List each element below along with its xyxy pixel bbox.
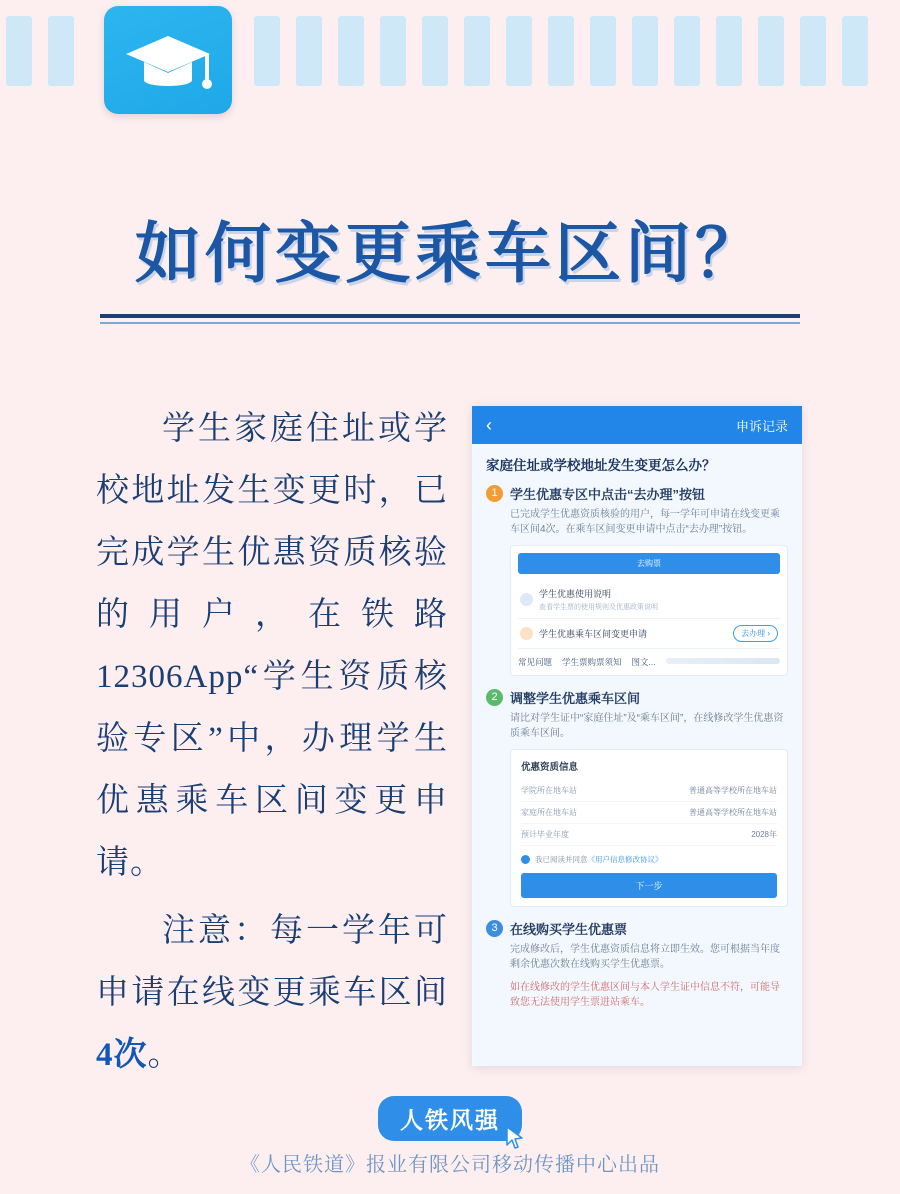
step-title: 调整学生优惠乘车区间 (510, 691, 641, 706)
app-logo (104, 6, 232, 114)
stripe (254, 16, 280, 86)
placeholder-line (666, 658, 780, 664)
stripe (590, 16, 616, 86)
stripe (338, 16, 364, 86)
stripe (674, 16, 700, 86)
stripe (842, 16, 868, 86)
divider-thick (100, 314, 800, 318)
row-subtitle: 查看学生票的使用规则及优惠政策说明 (539, 604, 658, 611)
step-number: 3 (486, 920, 503, 937)
stripe (800, 16, 826, 86)
tab-faq[interactable]: 常见问题 (518, 657, 553, 667)
body-paragraph-1: 学生家庭住址或学校地址发生变更时，已完成学生优惠资质核验的用户，在铁路12306App“学生资质核验专区”中，办理学生优惠乘车区间变更申请。 (96, 411, 448, 881)
phone-header (472, 406, 802, 444)
stripe (464, 16, 490, 86)
title-divider (100, 314, 800, 324)
page-title: 如何变更乘车区间？ (135, 218, 765, 291)
qualification-info-title: 优惠资质信息 (521, 762, 579, 773)
graduation-cap-icon (104, 6, 232, 114)
stripe (422, 16, 448, 86)
phone-screenshot (472, 406, 802, 1066)
note-suffix: 。 (147, 1037, 182, 1073)
list-item[interactable] (518, 581, 780, 619)
stripe (48, 16, 74, 86)
checkbox-icon[interactable] (521, 855, 530, 864)
stripe (632, 16, 658, 86)
stripe (758, 16, 784, 86)
inline-screenshot-2 (510, 749, 788, 907)
stripe (716, 16, 742, 86)
buy-ticket-button[interactable]: 去购票 (518, 553, 780, 574)
question-title: 家庭住址或学校地址发生变更怎么办？ (486, 458, 716, 473)
step-title: 学生优惠专区中点击“去办理”按钮 (510, 487, 706, 502)
brand-badge (378, 1096, 522, 1141)
field-row (521, 802, 777, 824)
brand-badge-label: 人铁风强 (400, 1108, 500, 1133)
field-value: 普通高等学校所在地车站 (689, 786, 777, 795)
appeal-record-link[interactable]: 申诉记录 (735, 418, 788, 434)
step-item (486, 484, 788, 503)
field-value: 普通高等学校所在地车站 (689, 808, 777, 817)
agreement-link[interactable]: 《用户信息修改协议》 (587, 855, 663, 864)
list-item[interactable] (518, 619, 780, 649)
stripe (6, 16, 32, 86)
field-value: 2028年 (751, 830, 777, 839)
phone-body (472, 444, 802, 1066)
go-handle-button[interactable]: 去办理 › (733, 625, 778, 642)
step-warning: 如在线修改的学生优惠区间与本人学生证中信息不符，可能导致您无法使用学生票进站乘车。 (510, 982, 780, 1008)
stripe (548, 16, 574, 86)
field-row (521, 824, 777, 846)
row-title: 学生优惠使用说明 (539, 589, 612, 599)
field-label: 家庭所在地车站 (521, 808, 577, 817)
agreement-text: 我已阅读并同意 (535, 855, 588, 864)
student-card-icon (520, 593, 533, 606)
field-label: 预计毕业年度 (521, 830, 569, 839)
step-number: 1 (486, 485, 503, 502)
note-prefix: 注意：每一学年可申请在线变更乘车区间 (96, 913, 448, 1011)
step-item (486, 688, 788, 707)
step-description: 完成修改后，学生优惠资质信息将立即生效。您可根据当年度剩余优惠次数在线购买学生优惠票。 (510, 944, 780, 970)
stripe (296, 16, 322, 86)
footer-credit: 《人民铁道》报业有限公司移动传播中心出品 (240, 1154, 660, 1176)
article-body (96, 398, 448, 1092)
field-row (521, 780, 777, 802)
next-step-button[interactable]: 下一步 (521, 873, 777, 898)
note-highlight: 4次 (96, 1037, 148, 1073)
stripe (506, 16, 532, 86)
tab-graphic[interactable]: 图文... (631, 657, 656, 667)
step-item (486, 919, 788, 938)
faq-tabs (518, 649, 780, 668)
footer-badge-wrap (0, 1096, 900, 1141)
tab-notice[interactable]: 学生票购票须知 (562, 657, 622, 667)
step-description: 请比对学生证中“家庭住址”及“乘车区间”，在线修改学生优惠资质乘车区间。 (510, 713, 784, 739)
chevron-left-icon[interactable]: ‹ (486, 415, 492, 435)
ticket-icon (520, 627, 533, 640)
step-number: 2 (486, 689, 503, 706)
body-paragraph-2 (96, 900, 448, 1086)
agreement-row[interactable] (521, 854, 777, 865)
stripe (380, 16, 406, 86)
inline-screenshot-1 (510, 545, 788, 676)
field-label: 学院所在地车站 (521, 786, 577, 795)
step-title: 在线购买学生优惠票 (510, 922, 628, 937)
row-title: 学生优惠乘车区间变更申请 (539, 629, 648, 639)
divider-thin (100, 322, 800, 324)
step-description: 已完成学生优惠资质核验的用户，每一学年可申请在线变更乘车区间4次。在乘车区间变更申请中点击“去办理”按钮。 (510, 509, 780, 535)
